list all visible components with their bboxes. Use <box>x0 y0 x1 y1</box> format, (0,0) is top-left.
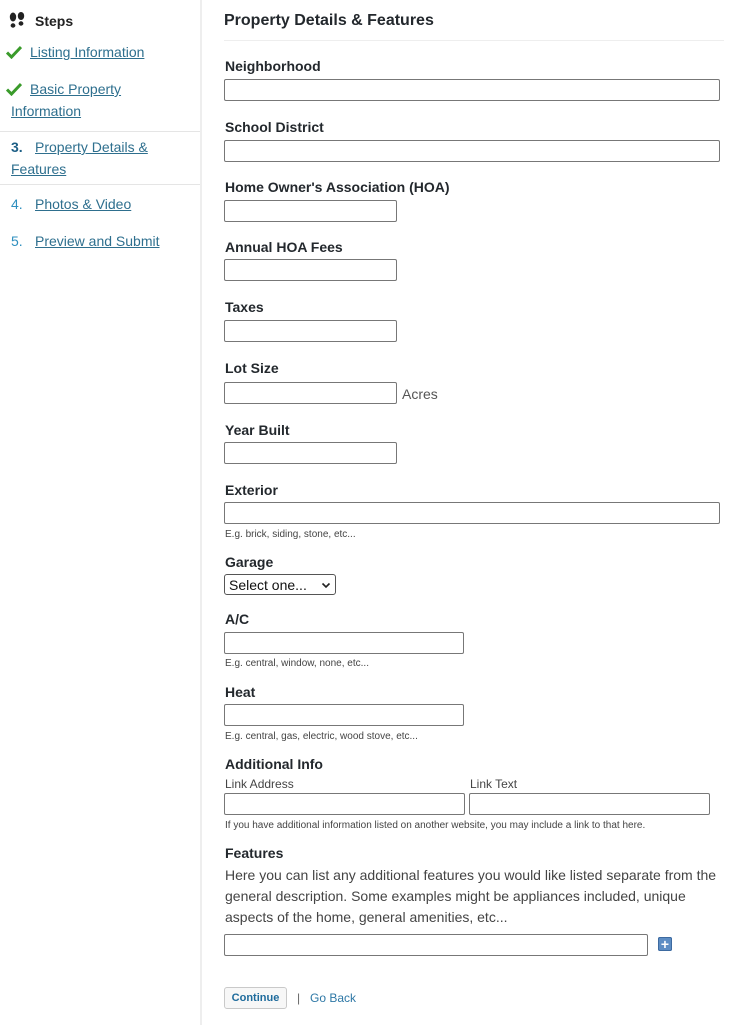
year-built-input[interactable] <box>224 442 397 464</box>
steps-title: Steps <box>35 13 74 29</box>
step-link[interactable]: Photos & Video <box>35 196 132 212</box>
heat-hint: E.g. central, gas, electric, wood stove, etc... <box>225 731 418 742</box>
taxes-input[interactable] <box>224 320 397 342</box>
checkmark-icon <box>6 82 22 96</box>
plus-icon[interactable]: + <box>658 937 672 951</box>
ac-hint: E.g. central, window, none, etc... <box>225 658 369 669</box>
chevron-down-icon <box>321 580 331 590</box>
additional-info-hint: If you have additional information listed on another website, you may include a link to that here. <box>225 820 646 831</box>
lot-size-unit: Acres <box>402 386 438 402</box>
link-text-label: Link Text <box>470 777 518 791</box>
school-district-label: School District <box>225 119 324 135</box>
step-number: 3. <box>11 139 23 155</box>
checkmark-icon <box>6 45 22 59</box>
step-link[interactable]: Basic Property <box>30 81 122 97</box>
hoa-fees-label: Annual HOA Fees <box>225 239 343 255</box>
step-basic-property-information[interactable] <box>0 78 200 122</box>
hoa-input[interactable] <box>224 200 397 222</box>
link-address-label: Link Address <box>225 777 294 791</box>
go-back-link[interactable]: Go Back <box>310 991 357 1005</box>
footsteps-icon <box>8 12 26 30</box>
step-property-details[interactable] <box>0 136 200 180</box>
additional-info-label: Additional Info <box>225 756 323 772</box>
link-text-input[interactable] <box>469 793 710 815</box>
taxes-label: Taxes <box>225 299 264 315</box>
heat-label: Heat <box>225 684 256 700</box>
hoa-fees-input[interactable] <box>224 259 397 281</box>
link-address-input[interactable] <box>224 793 465 815</box>
step-number: 5. <box>11 233 23 249</box>
step-number: 4. <box>11 196 23 212</box>
step-link[interactable]: Preview and Submit <box>35 233 160 249</box>
step-link-line2[interactable]: Information <box>11 103 82 119</box>
garage-select[interactable] <box>224 574 336 595</box>
year-built-label: Year Built <box>225 422 290 438</box>
step-link[interactable]: Listing Information <box>30 44 145 60</box>
action-separator: | <box>297 991 301 1005</box>
hoa-label: Home Owner's Association (HOA) <box>225 179 450 195</box>
lot-size-input[interactable] <box>224 382 397 404</box>
school-district-input[interactable] <box>224 140 720 162</box>
step-link-line2[interactable]: Features <box>11 161 67 177</box>
step-divider <box>0 131 200 132</box>
step-listing-information[interactable] <box>0 41 200 63</box>
exterior-hint: E.g. brick, siding, stone, etc... <box>225 529 356 540</box>
step-photos-video[interactable] <box>0 193 200 215</box>
lot-size-label: Lot Size <box>225 360 279 376</box>
neighborhood-label: Neighborhood <box>225 58 321 74</box>
garage-selected-value: Select one... <box>229 576 307 593</box>
ac-input[interactable] <box>224 632 464 654</box>
continue-button[interactable]: Continue <box>224 987 287 1009</box>
exterior-label: Exterior <box>225 482 278 498</box>
features-input[interactable] <box>224 934 648 956</box>
steps-sidebar <box>0 0 202 1025</box>
garage-label: Garage <box>225 554 274 570</box>
neighborhood-input[interactable] <box>224 79 720 101</box>
step-preview-submit[interactable] <box>0 230 200 252</box>
step-link[interactable]: Property Details & <box>35 139 148 155</box>
page-title: Property Details & Features <box>224 12 434 29</box>
title-divider <box>224 40 724 41</box>
step-divider <box>0 184 200 185</box>
features-description: Here you can list any additional features you would like listed separate from the general description. Some examples might be appliances included, unique aspects of the home, general amenities, etc... <box>225 867 717 925</box>
features-label: Features <box>225 845 284 861</box>
exterior-input[interactable] <box>224 502 720 524</box>
heat-input[interactable] <box>224 704 464 726</box>
ac-label: A/C <box>225 611 250 627</box>
steps-heading <box>8 10 73 32</box>
